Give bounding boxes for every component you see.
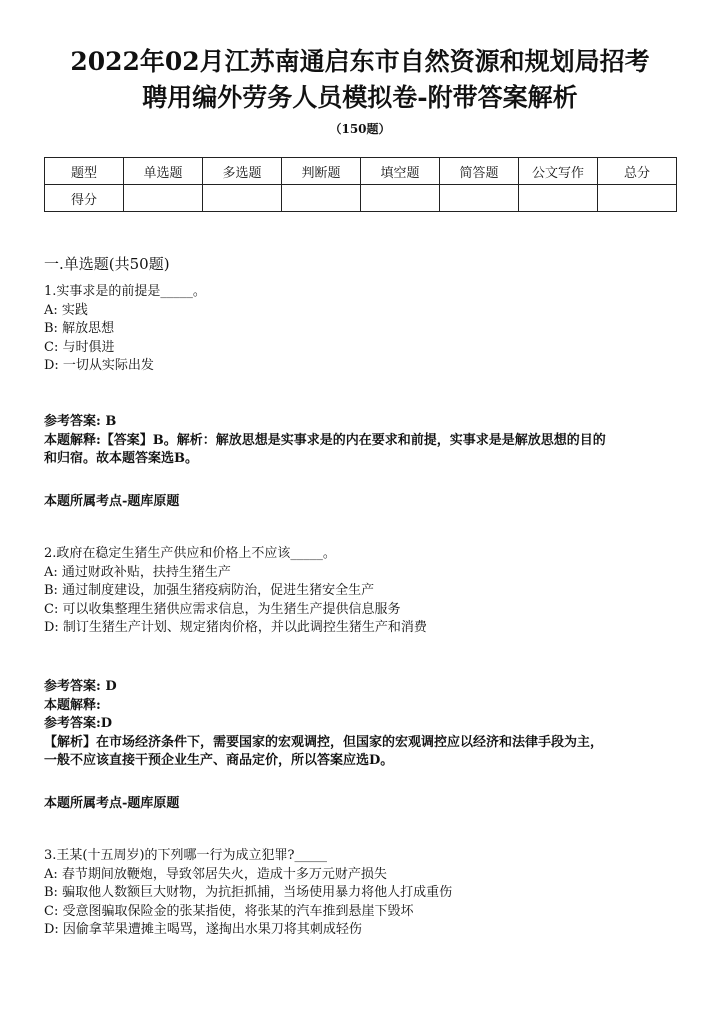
score-cell	[124, 185, 203, 212]
option-a: A: 实践	[44, 302, 88, 318]
option-a: A: 春节期间放鞭炮，导致邻居失火，造成十多万元财产损失	[44, 866, 387, 882]
question-2	[44, 545, 684, 638]
option-a: A: 通过财政补贴，扶持生猪生产	[44, 564, 231, 580]
header-cell-writing: 公文写作	[519, 158, 598, 185]
answer-block-1	[44, 413, 684, 469]
option-c: C: 与时俱进	[44, 339, 115, 355]
header-cell-single: 单选题	[124, 158, 203, 185]
header-cell-multi: 多选题	[203, 158, 282, 185]
section-heading: 一.单选题(共50题)	[44, 255, 170, 273]
option-d: D: 制订生猪生产计划、规定猪肉价格，并以此调控生猪生产和消费	[44, 620, 427, 635]
explanation-line: 一般不应该直接干预企业生产、商品定价，所以答案应选D。	[44, 753, 394, 768]
explanation-line: 和归宿。故本题答案选B。	[44, 451, 198, 466]
option-b: B: 通过制度建设，加强生猪疫病防治，促进生猪安全生产	[44, 583, 375, 598]
header-cell-fill: 填空题	[361, 158, 440, 185]
option-c: C: 受意图骗取保险金的张某指使，将张某的汽车推到悬崖下毁坏	[44, 903, 414, 919]
score-cell	[519, 185, 598, 212]
knowledge-point: 本题所属考点-题库原题	[44, 494, 180, 509]
score-table-score-row	[45, 185, 677, 212]
header-cell-short: 简答题	[440, 158, 519, 185]
score-cell	[361, 185, 440, 212]
reference-answer: 参考答案: B	[44, 414, 117, 429]
header-cell-type: 题型	[45, 158, 124, 185]
question-3	[44, 847, 684, 940]
explanation-label: 本题解释:	[44, 697, 101, 713]
title-line-2: 聘用编外劳务人员模拟卷-附带答案解析	[142, 83, 578, 112]
question-stem: 1.实事求是的前提是_____。	[44, 284, 206, 299]
document-title	[30, 44, 690, 116]
score-cell	[440, 185, 519, 212]
reference-answer: 参考答案: D	[44, 679, 117, 694]
question-stem: 2.政府在稳定生猪生产供应和价格上不应该_____。	[44, 546, 336, 561]
explanation-line: 【解析】在市场经济条件下，需要国家的宏观调控，但国家的宏观调控应以经济和法律手段为主，	[44, 734, 604, 750]
option-c: C: 可以收集整理生猪供应需求信息，为生猪生产提供信息服务	[44, 601, 401, 617]
question-1	[44, 283, 684, 376]
knowledge-point: 本题所属考点-题库原题	[44, 796, 180, 811]
score-table	[44, 157, 677, 212]
reference-answer: 参考答案:D	[44, 716, 113, 731]
score-row-label: 得分	[45, 185, 124, 212]
option-b: B: 解放思想	[44, 321, 115, 336]
option-d: D: 一切从实际出发	[44, 358, 154, 373]
header-cell-judge: 判断题	[282, 158, 361, 185]
question-stem: 3.王某(十五周岁)的下列哪一行为成立犯罪?_____	[44, 848, 328, 863]
score-table-header-row	[45, 158, 677, 185]
option-d: D: 因偷拿苹果遭摊主喝骂，遂掏出水果刀将其刺成轻伤	[44, 922, 362, 937]
title-line-1: 2022年02月江苏南通启东市自然资源和规划局招考	[70, 47, 650, 76]
answer-block-2	[44, 678, 684, 771]
explanation-line: 本题解释:【答案】B。解析：解放思想是实事求是的内在要求和前提，实事求是是解放思想的目的	[44, 432, 606, 448]
question-count: （150题）	[329, 122, 391, 136]
score-cell	[282, 185, 361, 212]
score-cell	[203, 185, 282, 212]
header-cell-total: 总分	[598, 158, 677, 185]
option-b: B: 骗取他人数额巨大财物，为抗拒抓捕，当场使用暴力将他人打成重伤	[44, 885, 453, 900]
score-cell	[598, 185, 677, 212]
